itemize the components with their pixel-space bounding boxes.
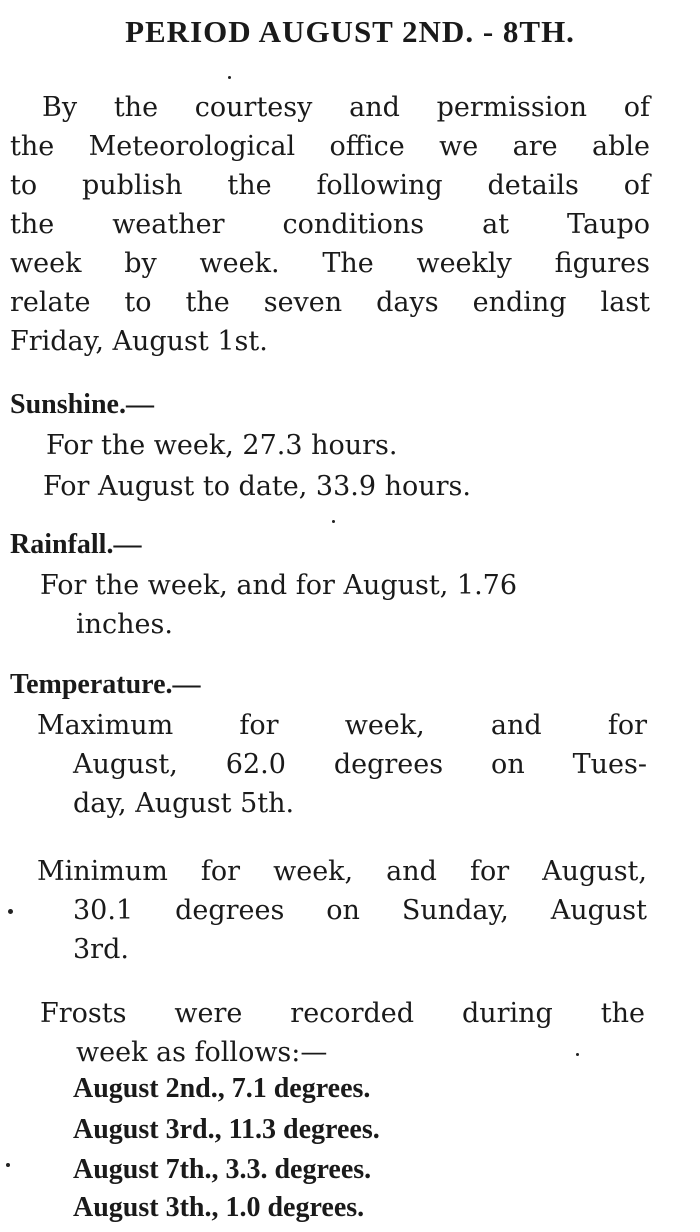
intro-line: week by week. The weekly figures: [10, 248, 650, 279]
print-speck: [228, 76, 231, 79]
intro-line: Friday, August 1st.: [10, 326, 268, 357]
maximum-line: Maximum for week, and for: [37, 710, 647, 741]
frost-entry: August 7th., 3.3. degrees.: [73, 1154, 372, 1185]
rainfall-text: [40, 566, 650, 644]
rainfall-heading: Rainfall.—: [10, 529, 142, 560]
rainfall-line: inches.: [76, 609, 173, 640]
rainfall-line: For the week, and for August, 1.76: [40, 570, 518, 601]
frost-entry: August 3th., 1.0 degrees.: [73, 1192, 365, 1223]
frost-entry: August 3rd., 11.3 degrees.: [73, 1114, 380, 1145]
minimum-line: 3rd.: [73, 934, 129, 965]
print-speck: [332, 520, 335, 523]
frosts-intro-line: Frosts were recorded during the: [40, 998, 645, 1029]
article-title: PERIOD AUGUST 2ND. - 8TH.: [125, 14, 575, 49]
intro-line: By the courtesy and permission of: [42, 92, 650, 123]
intro-paragraph: [10, 88, 650, 361]
maximum-line: August, 62.0 degrees on Tues-: [73, 749, 647, 780]
intro-line: the weather conditions at Taupo: [10, 209, 650, 240]
sunshine-month: For August to date, 33.9 hours.: [43, 471, 471, 502]
print-speck: [576, 1053, 579, 1056]
intro-line: relate to the seven days ending last: [10, 287, 650, 318]
temperature-minimum: [37, 852, 647, 969]
sunshine-week: For the week, 27.3 hours.: [46, 430, 398, 461]
print-speck: [8, 909, 13, 914]
temperature-heading: Temperature.—: [10, 669, 201, 700]
frosts-intro: [40, 994, 645, 1072]
intro-line: the Meteorological office we are able: [10, 131, 650, 162]
minimum-line: 30.1 degrees on Sunday, August: [73, 895, 647, 926]
temperature-maximum: [37, 706, 647, 823]
minimum-line: Minimum for week, and for August,: [37, 856, 647, 887]
frost-entry: August 2nd., 7.1 degrees.: [73, 1073, 371, 1104]
maximum-line: day, August 5th.: [73, 788, 295, 819]
frosts-intro-line: week as follows:—: [76, 1037, 328, 1068]
intro-line: to publish the following details of: [10, 170, 650, 201]
sunshine-heading: Sunshine.—: [10, 389, 154, 420]
print-speck: [6, 1163, 10, 1167]
